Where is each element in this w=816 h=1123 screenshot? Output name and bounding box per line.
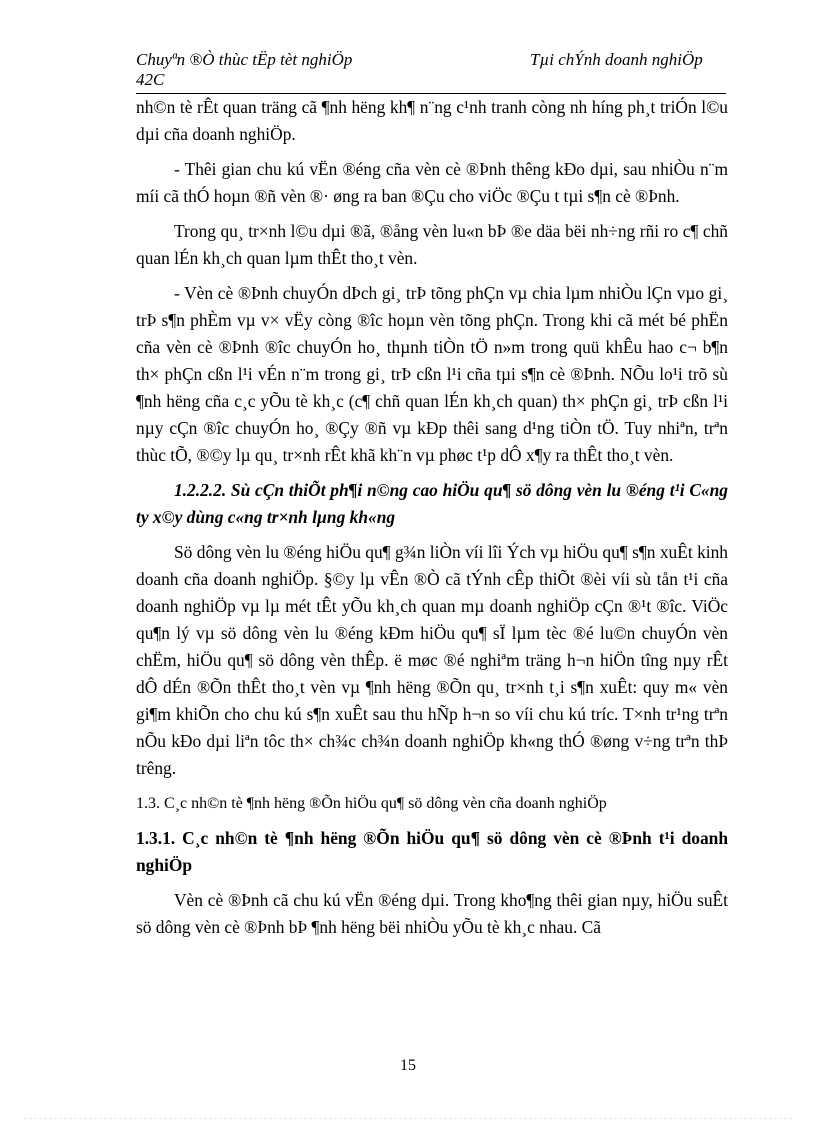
document-body	[136, 94, 728, 949]
header-class: 42C	[136, 70, 165, 89]
paragraph-fixed-capital: Vèn cè ®Þnh cã chu kú vËn ®éng dµi. Trong kho¶ng thêi gian nµy, hiÖu suÊt sö dông vèn cè ®Þnh bÞ ¶nh hëng bëi nhiÒu yÕu tè kh¸c nhau. Cã	[136, 890, 728, 937]
section-heading-1-3-1: 1.3.1. C¸c nh©n tè ¶nh hëng ®Õn hiÖu qu¶ sö dông vèn cè ®Þnh t¹i doanh nghiÖp	[136, 828, 728, 875]
section-heading-1-3: 1.3. C¸c nh©n tè ¶nh hëng ®Õn hiÖu qu¶ sö dông vèn cña doanh nghiÖp	[136, 795, 607, 812]
section-heading-1-2-2-2: 1.2.2.2. Sù cÇn thiÕt ph¶i n©ng cao hiÖu qu¶ sö dông vèn lu ®éng t¹i C«ng ty x©y dùng c«ng tr×nh lµng kh«ng	[136, 480, 728, 527]
header-subject: Tµi chÝnh doanh nghiÖp	[530, 50, 703, 69]
paragraph-continuation: nh©n tè rÊt quan träng cã ¶nh hëng kh¶ n¨ng c¹nh tranh còng nh híng ph¸t triÓn l©u dµi cña doanh nghiÖp.	[136, 97, 728, 144]
paragraph-risk: Trong qu¸ tr×nh l©u dµi ®ã, ®ång vèn lu«n bÞ ®e däa bëi nh÷ng rñi ro c¶ chñ quan lÉn kh¸ch quan lµm thÊt tho¸t vèn.	[136, 221, 728, 268]
page-bottom-border	[24, 1118, 792, 1119]
paragraph-bullet-time: - Thêi gian chu kú vËn ®éng cña vèn cè ®Þnh thêng kÐo dµi, sau nhiÒu n¨m míi cã thÓ hoµn ®ñ vèn ®· øng ra ban ®Çu cho viÖc ®Çu t tµi s¶n cè ®Þnh.	[136, 159, 728, 206]
header-left	[136, 50, 352, 90]
paragraph-working-capital: Sö dông vèn lu ®éng hiÖu qu¶ g¾n liÒn víi lîi Ých vµ hiÖu qu¶ s¶n xuÊt kinh doanh cña doanh nghiÖp. §©y lµ vÊn ®Ò cã tÝnh cÊp thiÕt ®èi víi sù tån t¹i cña doanh nghiÖp vµ lµ mét tÊt yÕu kh¸ch quan mµ doanh nghiÖp cÇn ®¹t ®îc. ViÖc qu¶n lý vµ sö dông vèn lu ®éng kÐm hiÖu qu¶ sÏ lµm tèc ®é lu©n chuyÓn vèn chËm, hiÖu qu¶ sö dông vèn thÊp. ë møc ®é nghiªm träng h¬n hiÖn tîng nµy rÊt dÔ dÉn ®Õn thÊt tho¸t vèn vµ ¶nh hëng ®Õn qu¸ tr×nh t¸i s¶n xuÊt: quy m« vèn gi¶m khiÕn cho chu kú s¶n xuÊt sau thu hÑp h¬n so víi chu kú tríc. T×nh tr¹ng trªn nÕu kÐo dµi liªn tôc th× ch¾c ch¾n doanh nghiÖp kh«ng thÓ ®øng v÷ng trªn thÞ trêng.	[136, 542, 728, 778]
paragraph-bullet-transfer: - Vèn cè ®Þnh chuyÓn dÞch gi¸ trÞ tõng phÇn vµ chia lµm nhiÒu lÇn vµo gi¸ trÞ s¶n phÈm vµ v× vËy còng ®îc hoµn vèn tõng phÇn. Trong khi cã mét bé phËn cña vèn cè ®Þnh ®îc chuyÓn ho¸ thµnh tiÒn tÖ n»m trong quü khÊu hao c¬ b¶n th× phÇn cßn l¹i vÉn n¨m trong gi¸ trÞ cßn l¹i cña tµi s¶n cè ®Þnh. NÕu lo¹i trõ sù ¶nh hëng cña c¸c yÕu tè kh¸c (c¶ chñ quan lÉn kh¸ch quan) th× phÇn gi¸ trÞ cßn l¹i nµy cÇn ®îc chuyÓn ho¸ ®Çy ®ñ vµ kÐp thêi sang d¹ng tiÒn tÖ. Tuy nhiªn, trªn thùc tÕ, ®©y lµ qu¸ tr×nh rÊt khã kh¨n vµ phøc t¹p dÔ x¶y ra thÊt tho¸t vèn.	[136, 283, 728, 465]
page-number: 15	[400, 1057, 416, 1074]
header-title: Chuyªn ®Ò thùc tËp tèt nghiÖp	[136, 50, 353, 69]
